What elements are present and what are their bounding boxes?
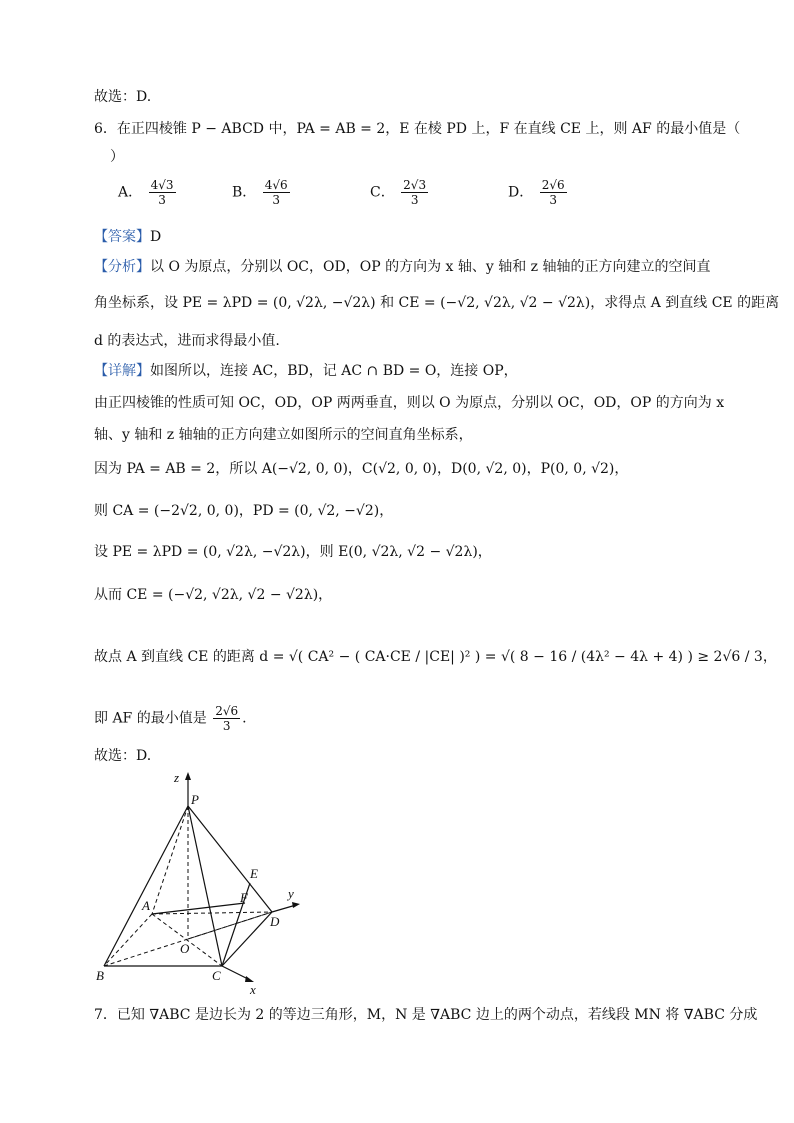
detail-line-1: 【详解】如图所以，连接 AC，BD，记 AC ∩ BD = O，连接 OP，: [94, 363, 518, 379]
detail-line-8: 故点 A 到直线 CE 的距离 d = √( CA² − ( CA·CE / |CE| )² ) = √( 8 − 16 / (4λ² − 4λ + 4) ) ≥ 2√6 / 3，: [94, 649, 777, 665]
label-f: F: [240, 890, 248, 905]
pyramid-figure: [90, 768, 320, 998]
edge-pa: [152, 806, 188, 914]
y-arrow: [292, 902, 300, 908]
detail-line-3: 轴、y 轴和 z 轴轴的正方向建立如图所示的空间直角坐标系，: [94, 427, 473, 443]
analysis-line-3: d 的表达式，进而求得最小值.: [94, 333, 280, 349]
label-x: x: [250, 982, 256, 997]
y-axis: [272, 905, 296, 912]
label-a: A: [142, 898, 150, 913]
question-7: 7．已知 ∇ABC 是边长为 2 的等边三角形，M，N 是 ∇ABC 边上的两个动点，若线段 MN 将 ∇ABC 分成: [94, 1007, 758, 1023]
answer-value: D: [150, 229, 162, 245]
label-c: C: [212, 968, 221, 983]
analysis-tag: 【分析】: [94, 259, 150, 275]
option-c: C． $\frac{2√3}{3}$: [370, 178, 427, 207]
analysis-line-2: 角坐标系，设 PE = λPD = (0, √2λ, −√2λ) 和 CE = (−√2, √2λ, √2 − √2λ)，求得点 A 到直线 CE 的距离: [94, 295, 780, 311]
label-o: O: [180, 941, 190, 956]
edge-pd: [188, 806, 272, 912]
detail-line-5: 则 CA = (−2√2, 0, 0)，PD = (0, √2, −√2)，: [94, 503, 394, 519]
question-6-cont: ）: [110, 149, 124, 165]
edge-ab: [104, 914, 152, 966]
detail-line-9: 即 AF 的最小值是 $\frac{2√6}{3}$ .: [94, 704, 247, 733]
z-arrow: [185, 772, 191, 780]
text-l1: 故选：D.: [94, 89, 152, 105]
edge-pb: [104, 806, 188, 966]
detail-line-10: 故选：D.: [94, 748, 152, 764]
label-y: y: [288, 886, 294, 901]
label-p: P: [191, 792, 199, 807]
detail-line-4: 因为 PA = AB = 2，所以 A(−√2, 0, 0)，C(√2, 0, 0)，D(0, √2, 0)，P(0, 0, √2)，: [94, 461, 629, 477]
analysis-line-1: 【分析】以 O 为原点，分别以 OC，OD，OP 的方向为 x 轴、y 轴和 z 轴轴的正方向建立的空间直: [94, 259, 711, 275]
label-e: E: [250, 866, 258, 881]
option-d: D． $\frac{2√6}{3}$: [508, 178, 565, 207]
edge-pc: [188, 806, 222, 966]
answer-line: [94, 226, 161, 246]
detail-tag: 【详解】: [94, 363, 150, 379]
detail-line-7: 从而 CE = (−√2, √2λ, √2 − √2λ)，: [94, 587, 333, 603]
detail-line-2: 由正四棱锥的性质可知 OC，OD，OP 两两垂直，则以 O 为原点，分别以 OC，OD，OP 的方向为 x: [94, 395, 725, 411]
label-z: z: [174, 770, 180, 785]
label-b: B: [96, 968, 104, 983]
answer-tag: 【答案】: [94, 229, 150, 245]
question-6: 6．在正四棱锥 P − ABCD 中，PA = AB = 2，E 在棱 PD 上，F 在直线 CE 上，则 AF 的最小值是（: [94, 121, 741, 137]
detail-line-6: 设 PE = λPD = (0, √2λ, −√2λ)，则 E(0, √2λ, √2 − √2λ)，: [94, 544, 492, 560]
edge-ac: [152, 914, 222, 966]
option-a: A． $\frac{4√3}{3}$: [118, 178, 174, 207]
label-d: D: [270, 914, 280, 929]
option-b: B． $\frac{4√6}{3}$: [232, 178, 288, 207]
